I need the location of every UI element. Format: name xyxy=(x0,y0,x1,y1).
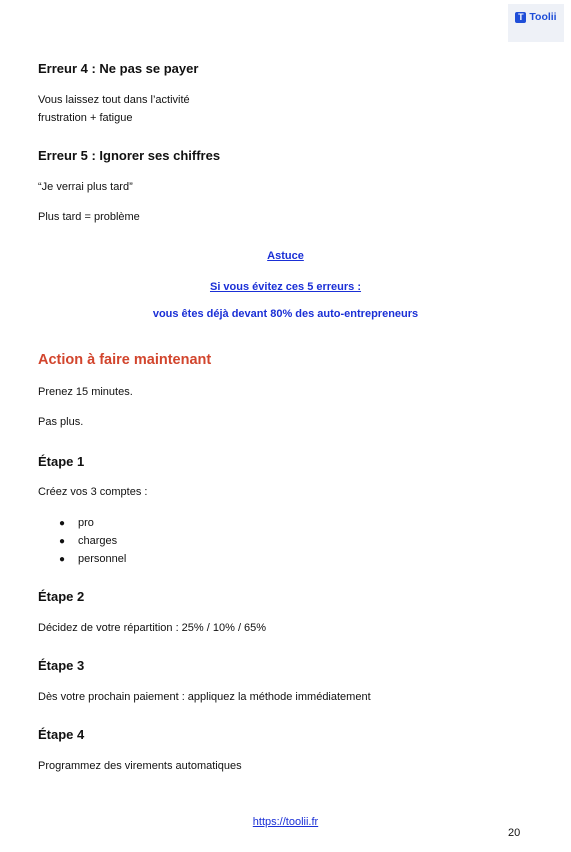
etape4-heading: Étape 4 xyxy=(38,727,85,742)
astuce-title-row xyxy=(0,246,571,264)
action-line1: Prenez 15 minutes. xyxy=(38,386,133,398)
footer-link-row xyxy=(0,812,571,830)
etape3-heading: Étape 3 xyxy=(38,658,85,673)
list-item: personnel xyxy=(78,553,127,565)
bullet-icon: ● xyxy=(59,518,66,529)
astuce-line1[interactable]: Si vous évitez ces 5 erreurs : xyxy=(209,281,362,293)
toolii-logo xyxy=(508,4,564,42)
etape2-text: Décidez de votre répartition : 25% / 10% / 65% xyxy=(38,622,267,634)
brand-name: Toolii xyxy=(529,11,557,23)
brand-mark-icon: T xyxy=(515,12,526,23)
erreur4-line1: Vous laissez tout dans l’activité xyxy=(38,94,190,106)
etape3-text: Dès votre prochain paiement : appliquez la méthode immédiatement xyxy=(38,691,371,703)
etape1-intro: Créez vos 3 comptes : xyxy=(38,486,148,498)
list-item: pro xyxy=(78,517,94,529)
astuce-line1-row xyxy=(0,277,571,295)
erreur4-heading: Erreur 4 : Ne pas se payer xyxy=(38,61,199,76)
etape4-text: Programmez des virements automatiques xyxy=(38,760,242,772)
astuce-title[interactable]: Astuce xyxy=(267,250,304,262)
etape1-heading: Étape 1 xyxy=(38,454,85,469)
erreur4-line2: frustration + fatigue xyxy=(38,112,133,124)
action-line2: Pas plus. xyxy=(38,416,84,428)
action-heading: Action à faire maintenant xyxy=(38,352,212,368)
footer-link[interactable]: https://toolii.fr xyxy=(252,816,319,828)
page-number: 20 xyxy=(508,827,521,839)
erreur5-quote: “Je verrai plus tard” xyxy=(38,181,133,193)
erreur5-heading: Erreur 5 : Ignorer ses chiffres xyxy=(38,148,221,163)
erreur5-line: Plus tard = problème xyxy=(38,211,140,223)
bullet-icon: ● xyxy=(59,536,66,547)
list-item: charges xyxy=(78,535,118,547)
astuce-line2: vous êtes déjà devant 80% des auto-entrepreneurs xyxy=(152,308,419,320)
etape2-heading: Étape 2 xyxy=(38,589,85,604)
bullet-icon: ● xyxy=(59,554,66,565)
